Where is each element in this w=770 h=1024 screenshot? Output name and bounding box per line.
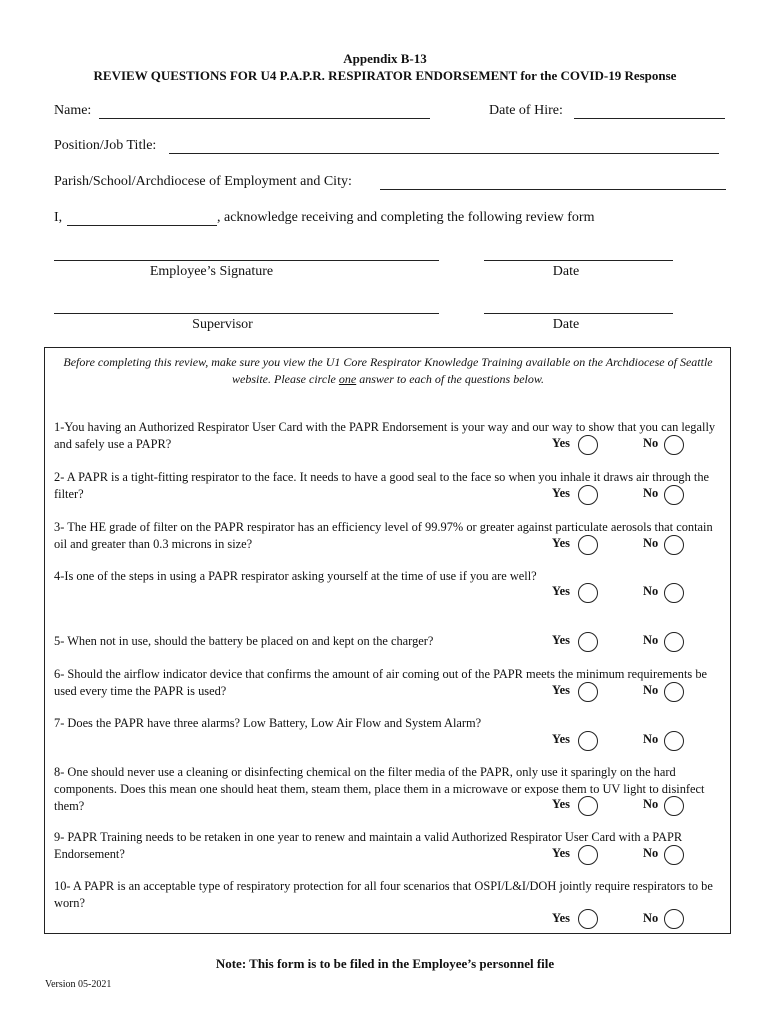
q8-yes-label: Yes bbox=[552, 797, 570, 811]
question-10: 10- A PAPR is an acceptable type of respiratory protection for all four scenarios that OSPI/L&I/DOH jointly require respirators to be worn? bbox=[54, 879, 713, 910]
q10-yes-circle[interactable] bbox=[578, 909, 598, 929]
q9-yes-label: Yes bbox=[552, 846, 570, 860]
ack-text: , acknowledge receiving and completing the following review form bbox=[217, 210, 595, 225]
name-field[interactable] bbox=[99, 118, 430, 119]
q3-yes-circle[interactable] bbox=[578, 535, 598, 555]
instructions-emphasis: one bbox=[338, 372, 357, 386]
question-2: 2- A PAPR is a tight-fitting respirator to the face. It needs to have a good seal to the face so when you inhale it draws air through the filter? bbox=[54, 470, 710, 501]
q10-no-label: No bbox=[643, 911, 659, 925]
question-8: 8- One should never use a cleaning or disinfecting chemical on the filter media of the PAPR, only use it sparingly on the hard components. Does this mean one should heat them, steam them, place them in a microwave or expose them to UV light to disinfect them? bbox=[54, 765, 705, 813]
q8-yes-circle[interactable] bbox=[578, 796, 598, 816]
name-label: Name: bbox=[54, 103, 92, 118]
q6-no-label: No bbox=[643, 683, 659, 697]
q1-yes-circle[interactable] bbox=[578, 435, 598, 455]
q6-no-circle[interactable] bbox=[664, 682, 684, 702]
q4-no-circle[interactable] bbox=[664, 583, 684, 603]
date-of-hire-label: Date of Hire: bbox=[489, 103, 563, 118]
instructions bbox=[52, 354, 724, 388]
q8-no-label: No bbox=[643, 797, 659, 811]
date-of-hire-field[interactable] bbox=[574, 118, 725, 119]
employee-signature-label: Employee’s Signature bbox=[149, 264, 274, 279]
supervisor-signature-line[interactable] bbox=[54, 313, 439, 314]
q5-no-circle[interactable] bbox=[664, 632, 684, 652]
q2-no-label: No bbox=[643, 486, 659, 500]
q10-yes-label: Yes bbox=[552, 911, 570, 925]
q3-yes-label: Yes bbox=[552, 536, 570, 550]
date-label-2: Date bbox=[552, 317, 580, 332]
q1-no-circle[interactable] bbox=[664, 435, 684, 455]
parish-field[interactable] bbox=[380, 189, 726, 190]
q9-yes-circle[interactable] bbox=[578, 845, 598, 865]
question-3: 3- The HE grade of filter on the PAPR respirator has an efficiency level of 99.97% or greater against particulate aerosols that contain oil and greater than 0.3 microns in size? bbox=[54, 520, 713, 551]
q4-no-label: No bbox=[643, 584, 659, 598]
q7-no-circle[interactable] bbox=[664, 731, 684, 751]
supervisor-label: Supervisor bbox=[192, 317, 253, 332]
q5-yes-circle[interactable] bbox=[578, 632, 598, 652]
parish-label: Parish/School/Archdiocese of Employment and City: bbox=[54, 174, 352, 189]
q3-no-label: No bbox=[643, 536, 659, 550]
q7-yes-label: Yes bbox=[552, 732, 570, 746]
question-4: 4-Is one of the steps in using a PAPR respirator asking yourself at the time of use if you are well? bbox=[54, 569, 537, 583]
ack-prefix: I, bbox=[54, 210, 63, 225]
q2-yes-circle[interactable] bbox=[578, 485, 598, 505]
employee-signature-line[interactable] bbox=[54, 260, 439, 261]
position-field[interactable] bbox=[169, 153, 719, 154]
q7-yes-circle[interactable] bbox=[578, 731, 598, 751]
ack-name-field[interactable] bbox=[67, 225, 217, 226]
form-title: REVIEW QUESTIONS FOR U4 P.A.P.R. RESPIRATOR ENDORSEMENT for the COVID-19 Response bbox=[93, 68, 677, 83]
appendix-label: Appendix B-13 bbox=[343, 51, 427, 66]
q1-yes-label: Yes bbox=[552, 436, 570, 450]
date-label-1: Date bbox=[552, 264, 580, 279]
instructions-part1: Before completing this review, make sure you view the U1 Core Respirator Knowledge Training available on the Archdiocese of Seattle website. Please circle bbox=[63, 355, 713, 386]
filing-note: Note: This form is to be filed in the Employee’s personnel file bbox=[215, 956, 555, 971]
q1-no-label: No bbox=[643, 436, 659, 450]
q4-yes-label: Yes bbox=[552, 584, 570, 598]
q5-yes-label: Yes bbox=[552, 633, 570, 647]
supervisor-date-line[interactable] bbox=[484, 313, 673, 314]
q3-no-circle[interactable] bbox=[664, 535, 684, 555]
question-9: 9- PAPR Training needs to be retaken in one year to renew and maintain a valid Authorized Respirator User Card with a PAPR Endorsement? bbox=[54, 830, 683, 861]
employee-date-line[interactable] bbox=[484, 260, 673, 261]
q2-no-circle[interactable] bbox=[664, 485, 684, 505]
instructions-part2: answer to each of the questions below. bbox=[356, 372, 544, 386]
q4-yes-circle[interactable] bbox=[578, 583, 598, 603]
question-1: 1-You having an Authorized Respirator User Card with the PAPR Endorsement is your way and our way to show that you can legally and safely use a PAPR? bbox=[54, 420, 716, 451]
q10-no-circle[interactable] bbox=[664, 909, 684, 929]
q7-no-label: No bbox=[643, 732, 659, 746]
question-5: 5- When not in use, should the battery be placed on and kept on the charger? bbox=[54, 634, 434, 648]
q6-yes-label: Yes bbox=[552, 683, 570, 697]
question-7: 7- Does the PAPR have three alarms? Low Battery, Low Air Flow and System Alarm? bbox=[54, 716, 482, 730]
q9-no-label: No bbox=[643, 846, 659, 860]
question-6: 6- Should the airflow indicator device that confirms the amount of air coming out of the PAPR meets the minimum requirements be used every time the PAPR is used? bbox=[54, 667, 708, 698]
position-label: Position/Job Title: bbox=[54, 138, 157, 153]
q6-yes-circle[interactable] bbox=[578, 682, 598, 702]
version-label: Version 05-2021 bbox=[45, 979, 112, 990]
q8-no-circle[interactable] bbox=[664, 796, 684, 816]
q9-no-circle[interactable] bbox=[664, 845, 684, 865]
q5-no-label: No bbox=[643, 633, 659, 647]
q2-yes-label: Yes bbox=[552, 486, 570, 500]
